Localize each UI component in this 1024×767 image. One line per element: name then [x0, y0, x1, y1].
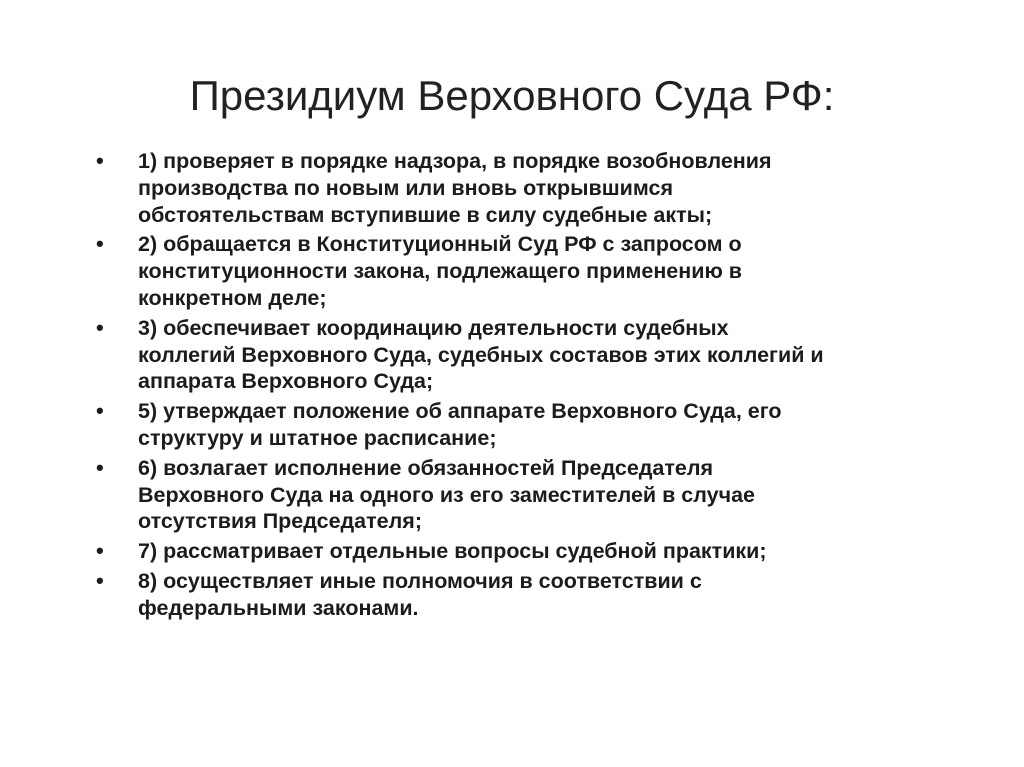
bullet-icon: • — [96, 538, 104, 564]
bullet-icon: • — [96, 148, 104, 173]
bullet-icon: • — [96, 231, 104, 257]
list-item-text: 6) возлагает исполнение обязанностей Председателя Верховного Суда на одного из его заместителей в случае отсутствия Председателя; — [138, 455, 755, 534]
bullet-icon: • — [96, 567, 104, 593]
bullet-list — [96, 148, 936, 625]
list-item-text: 7) рассматривает отдельные вопросы судебной практики; — [138, 539, 767, 564]
list-item-text: 2) обращается в Конституционный Суд РФ с запросом о конституционности закона, подлежащего применению в конкретном деле; — [138, 232, 743, 310]
bullet-icon: • — [96, 398, 104, 424]
list-item-text: 8) осуществляет иные полномочия в соответствии с федеральными законами. — [138, 568, 702, 620]
list-item — [96, 568, 936, 622]
list-item — [96, 315, 936, 395]
list-item-text: 1) проверяет в порядке надзора, в порядке возобновления производства по новым или вновь открывшимся обстоятельствам вступившие в силу судебные акты; — [138, 149, 772, 227]
list-item — [96, 148, 936, 228]
list-item — [96, 231, 936, 311]
list-item-text: 3) обеспечивает координацию деятельности судебных коллегий Верховного Суда, судебных составов этих коллегий и аппарата Верховного Суда; — [138, 315, 824, 394]
bullet-icon: • — [96, 454, 104, 480]
list-item — [96, 455, 936, 535]
list-item — [96, 538, 936, 565]
list-item — [96, 398, 936, 452]
bullet-icon: • — [96, 314, 104, 340]
list-item-text: 5) утверждает положение об аппарате Верховного Суда, его структуру и штатное расписание; — [138, 399, 782, 450]
slide-title: Президиум Верховного Суда РФ: — [189, 72, 835, 119]
